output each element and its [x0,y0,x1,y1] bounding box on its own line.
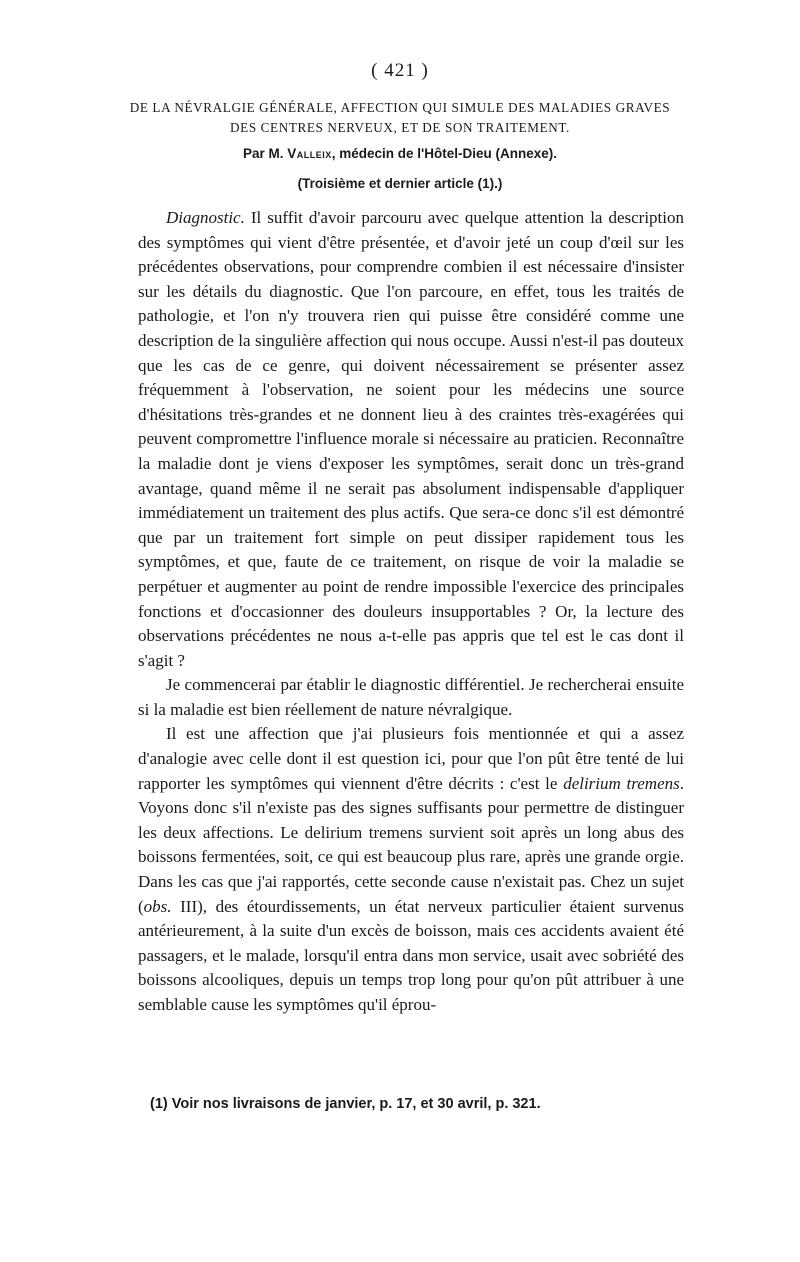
article-part-note: (Troisième et dernier article (1).) [297,176,503,191]
byline [0,146,800,161]
section-heading-diagnostic: Diagnostic. [166,208,245,227]
emphasis-obs: obs. [143,896,172,916]
paragraph-text: . Voyons donc s'il n'existe pas des signes suffisants pour permettre de distinguer les deux affections. Le delirium tremens survient soit après un long abus des boissons fermentées, soit, ce qui est beaucoup plus rare, après une grande orgie. Dans les cas que j'ai rapportés, cette seconde cause n'existait pas. Chez un sujet ( [138,773,684,916]
title-line-2: DES CENTRES NERVEUX, ET DE SON TRAITEMENT. [230,120,570,135]
author-name: Valleix [287,146,332,161]
footnote: (1) Voir nos livraisons de janvier, p. 17, et 30 avril, p. 321. [150,1096,541,1112]
title-line-1: DE LA NÉVRALGIE GÉNÉRALE, AFFECTION QUI SIMULE DES MALADIES GRAVES [129,100,671,115]
byline-suffix: , médecin de l'Hôtel-Dieu (Annexe). [331,146,558,161]
paragraph-delirium [138,722,684,1017]
paragraph-diagnostic [138,206,684,673]
paragraph-differential [138,673,684,722]
article-title [60,98,740,138]
page-number: ( 421 ) [371,60,429,81]
paragraph-text: Il est une affection que j'ai plusieurs fois mentionnée et qui a assez d'analogie avec celle dont il est question ici, pour que l'on pût être tenté de lui rapporter les symptômes qui viennent d'être décrits : c'est le [138,724,684,793]
paragraph-text: Il suffit d'avoir parcouru avec quelque attention la description des symptômes qui vient d'être présentée, et d'avoir jeté un coup d'œil sur les précédentes observations, pour comprendre combien il est nécessaire d'insister sur les détails du diagnostic. Que l'on parcoure, en effet, tous les traités de pathologie, et l'on n'y trouvera rien qui puisse être considéré comme une description de la singulière affection qui nous occupe. Aussi n'est-il pas douteux que les cas de ce genre, qui doivent nécessairement se présenter assez fréquemment à l'observation, ne soient pour les médecins une source d'hésitations très-grandes et ne donnent lieu à des craintes très-exagérées qui peuvent compromettre l'influence morale si nécessaire au praticien. Reconnaître la maladie dont je viens d'exposer les symptômes, serait donc un très-grand avantage, quand même il ne serait pas absolument indispensable d'appliquer immédiatement un traitement des plus actifs. Que sera-ce donc s'il est démontré que par un traitement fort simple on peut dissiper rapidement tous les symptômes, et que, faute de ce traitement, on risque de voir la maladie se perpétuer et augmenter au point de rendre impossible l'exercice des principales fonctions et d'occasionner des douleurs insupportables ? Or, la lecture des observations précédentes ne nous a-t-elle pas appris que tel est le cas dont il s'agit ? [138,208,684,670]
article-body [138,206,684,1018]
byline-prefix: Par M. [242,146,284,161]
emphasis-delirium-tremens: delirium tremens [563,773,680,793]
paragraph-text: III), des étourdissements, un état nerveux particulier étaient survenus antérieurement, à la suite d'un excès de boisson, mais ces accidents avaient été passagers, et le malade, lorsqu'il entra dans mon service, usait avec sobriété des boissons alcooliques, depuis un temps trop long pour qu'on pût attribuer à une semblable cause les symptômes qu'il éprou- [138,896,684,1014]
paragraph-text: Je commencerai par établir le diagnostic différentiel. Je rechercherai ensuite si la maladie est bien réellement de nature névralgique. [138,675,684,719]
